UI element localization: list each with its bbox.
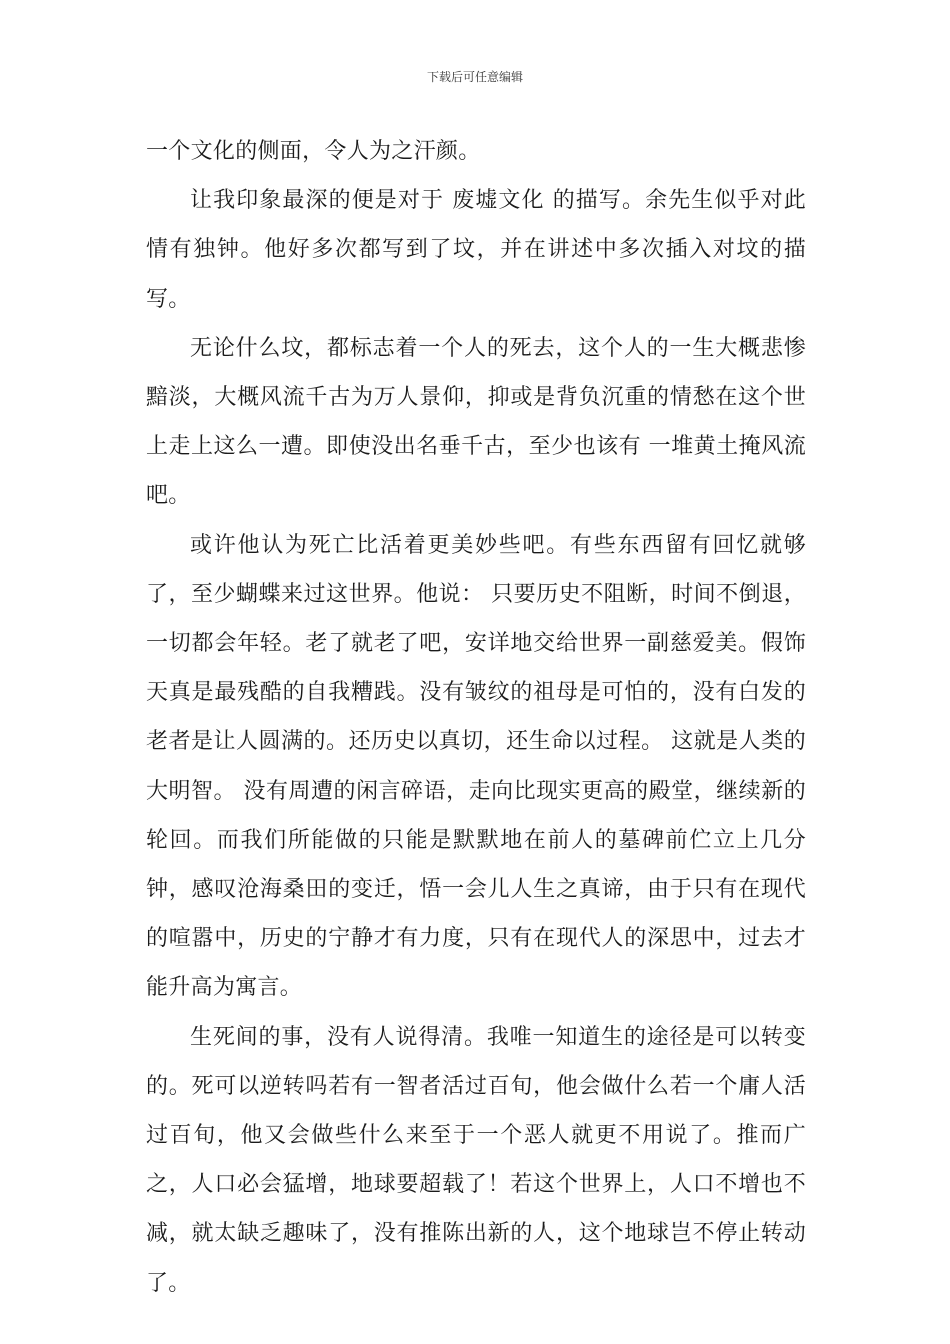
paragraph-4: 或许他认为死亡比活着更美妙些吧。有些东西留有回忆就够了，至少蝴蝶来过这世界。他说： 只要历史不阻断，时间不倒退，一切都会年轻。老了就老了吧，安详地交给世界一副慈爱美。假饰天真是最残酷的自我糟践。没有皱纹的祖母是可怕的，没有白发的老者是让人圆满的。还历史以真切，还生命以过程。 这就是人类的大明智。 没有周遭的闲言碎语，走向比现实更高的殿堂，继续新的轮回。而我们所能做的只能是默默地在前人的墓碑前伫立上几分钟，感叹沧海桑田的变迁，悟一会儿人生之真谛，由于只有在现代的喧嚣中，历史的宁静才有力度，只有在现代人的深思中，过去才能升高为寓言。 — [146, 532, 806, 1001]
paragraph-2: 让我印象最深的便是对于 废墟文化 的描写。余先生似乎对此情有独钟。他好多次都写到了坟，并在讲述中多次插入对坟的描写。 — [146, 188, 806, 312]
page-header: 下载后可任意编辑 — [426, 70, 523, 84]
document-body — [146, 127, 806, 1308]
paragraph-5: 生死间的事，没有人说得清。我唯一知道生的途径是可以转变的。死可以逆转吗若有一智者活过百旬，他会做什么若一个庸人活过百旬，他又会做些什么来至于一个恶人就更不用说了。推而广之，人口必会猛增，地球要超载了！若这个世界上，人口不增也不减，就太缺乏趣味了，没有推陈出新的人，这个地球岂不停止转动了。 — [146, 1024, 806, 1296]
paragraph-1: 一个文化的侧面，令人为之汗颜。 — [146, 139, 481, 164]
paragraph-3: 无论什么坟，都标志着一个人的死去，这个人的一生大概悲惨黯淡，大概风流千古为万人景仰，抑或是背负沉重的情愁在这个世上走上这么一遭。即使没出名垂千古，至少也该有 一堆黄土掩风流吧。 — [146, 335, 806, 509]
